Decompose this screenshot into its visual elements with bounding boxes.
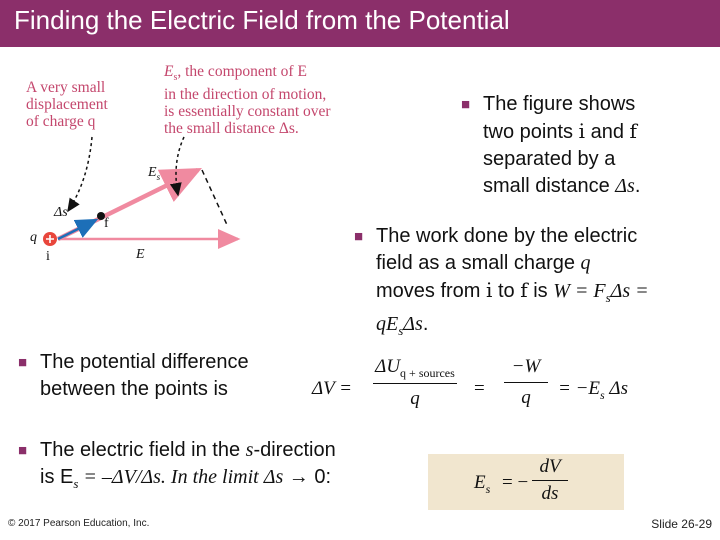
eq2-lhs: $E_s$: [474, 472, 491, 496]
title-bar: [0, 0, 720, 47]
label-i: i: [46, 249, 50, 264]
bullet-mark: ■: [354, 228, 364, 245]
potential-difference-equation: [308, 356, 638, 426]
annotation-left: A very small displacement of charge q: [26, 79, 108, 130]
eq1-fraction-2: −W q: [504, 356, 548, 409]
eq2-equals: = −: [502, 472, 529, 493]
bullet-mark: ■: [461, 96, 471, 113]
field-derivative-equation: [428, 454, 624, 510]
eq1-fraction-1: $\Delta U_{q + sources}$ q: [373, 356, 457, 410]
label-f: f: [104, 216, 109, 231]
figure: [0, 55, 360, 285]
left-callout-arrow: [68, 137, 92, 211]
bullet-work-done: ■ The work done by the electric field as a small charge q moves from i to f is $W = F_s\Delta s$ = $qE_s\Delta s$.: [354, 225, 649, 338]
label-es: $E_s$: [148, 165, 161, 182]
slide-title: Finding the Electric Field from the Potential: [14, 5, 510, 35]
bullet-figure-description: ■ The figure shows two points i and f separated by a small distance Δs.: [461, 93, 641, 197]
eq1-rhs: = $-E_s$ Δs: [558, 378, 628, 402]
eq1-equals: =: [474, 378, 485, 399]
label-e: E: [136, 247, 145, 262]
copyright-footer: © 2017 Pearson Education, Inc.: [8, 518, 150, 529]
projection-dashed-line: [202, 170, 228, 227]
slide-number: Slide 26-29: [651, 517, 712, 531]
bullet-mark: ■: [18, 354, 28, 371]
displacement-arrow: [58, 220, 96, 239]
eq2-fraction: dV ds: [532, 456, 568, 505]
bullet-electric-field-limit: ■ The electric field in the s-direction is $E_s = -\Delta V/\Delta s$. In the limit Δs → 0:: [18, 439, 336, 491]
eq1-lhs: ΔV =: [312, 378, 352, 399]
bullet-potential-difference: ■ The potential difference between the points is: [18, 351, 249, 400]
label-q: q: [30, 230, 37, 245]
bullet-mark: ■: [18, 442, 28, 459]
label-ds: Δs: [54, 205, 68, 220]
annotation-right: $E_s$, the component of E in the direction of motion, is essentially constant over the small distance Δs.: [164, 63, 331, 138]
right-callout-arrow: [176, 137, 184, 195]
